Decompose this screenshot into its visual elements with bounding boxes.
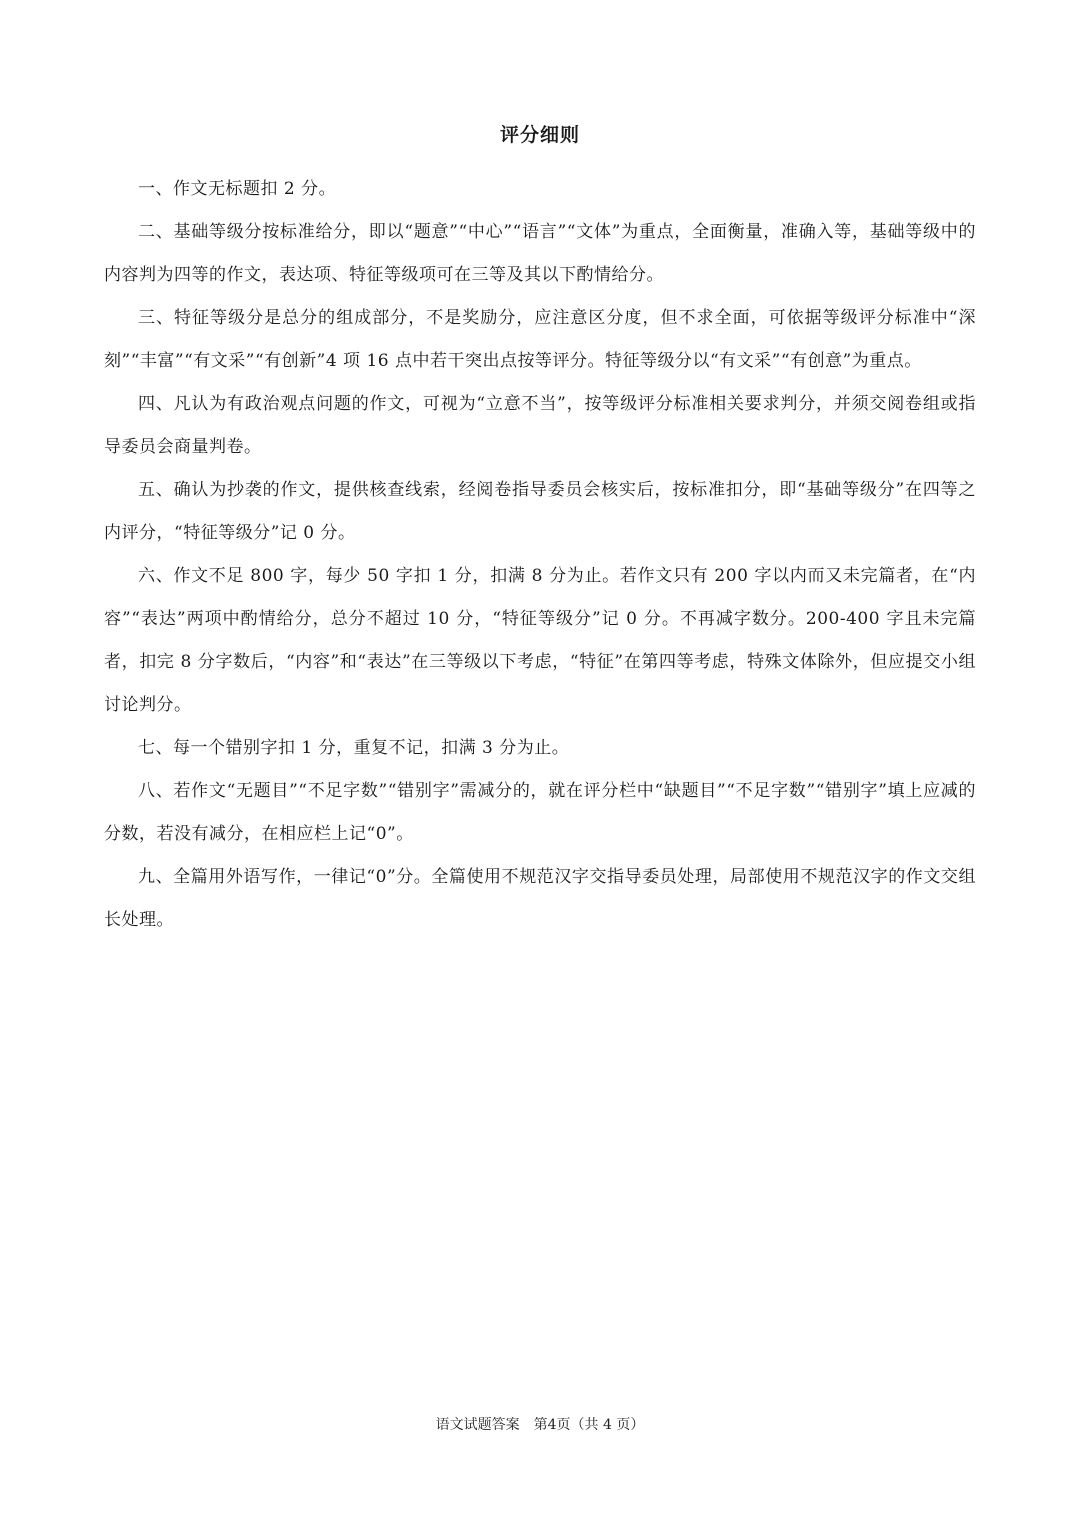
- rule-paragraph-9: 九、全篇用外语写作，一律记“0”分。全篇使用不规范汉字交指导委员处理，局部使用不规范汉字的作文交组长处理。: [104, 867, 976, 930]
- rule-paragraph-6: 六、作文不足 800 字，每少 50 字扣 1 分，扣满 8 分为止。若作文只有 200 字以内而又未完篇者，在“内容”“表达”两项中酌情给分，总分不超过 10 分，“特征等级分”记 0 分。不再减字数分。200-400 字且未完篇者，扣完 8 分字数后，“内容”和“表达”在三等级以下考虑，“特征”在第四等考虑，特殊文体除外，但应提交小组讨论判分。: [104, 566, 976, 715]
- rule-paragraph-5: 五、确认为抄袭的作文，提供核查线索，经阅卷指导委员会核实后，按标准扣分，即“基础等级分”在四等之内评分，“特征等级分”记 0 分。: [104, 480, 976, 543]
- rule-paragraph-4: 四、凡认为有政治观点问题的作文，可视为“立意不当”，按等级评分标准相关要求判分，并须交阅卷组或指导委员会商量判卷。: [104, 394, 976, 457]
- rule-paragraph-2: 二、基础等级分按标准给分，即以“题意”“中心”“语言”“文体”为重点，全面衡量，准确入等，基础等级中的内容判为四等的作文，表达项、特征等级项可在三等及其以下酌情给分。: [104, 222, 976, 285]
- rule-paragraph-8: 八、若作文“无题目”“不足字数”“错别字”需减分的，就在评分栏中“缺题目”“不足字数”“错别字”填上应减的分数，若没有减分，在相应栏上记“0”。: [104, 781, 976, 844]
- rule-paragraph-7: 七、每一个错别字扣 1 分，重复不记，扣满 3 分为止。: [138, 738, 570, 758]
- rules-body: [104, 168, 976, 942]
- page-footer: 语文试题答案 第4页（共 4 页）: [435, 1417, 645, 1433]
- rule-paragraph-3: 三、特征等级分是总分的组成部分，不是奖励分，应注意区分度，但不求全面，可依据等级评分标准中“深刻”“丰富”“有文采”“有创新”4 项 16 点中若干突出点按等评分。特征等级分以“有文采”“有创意”为重点。: [104, 308, 976, 371]
- rule-paragraph-1: 一、作文无标题扣 2 分。: [138, 179, 337, 199]
- page-title: 评分细则: [499, 124, 580, 146]
